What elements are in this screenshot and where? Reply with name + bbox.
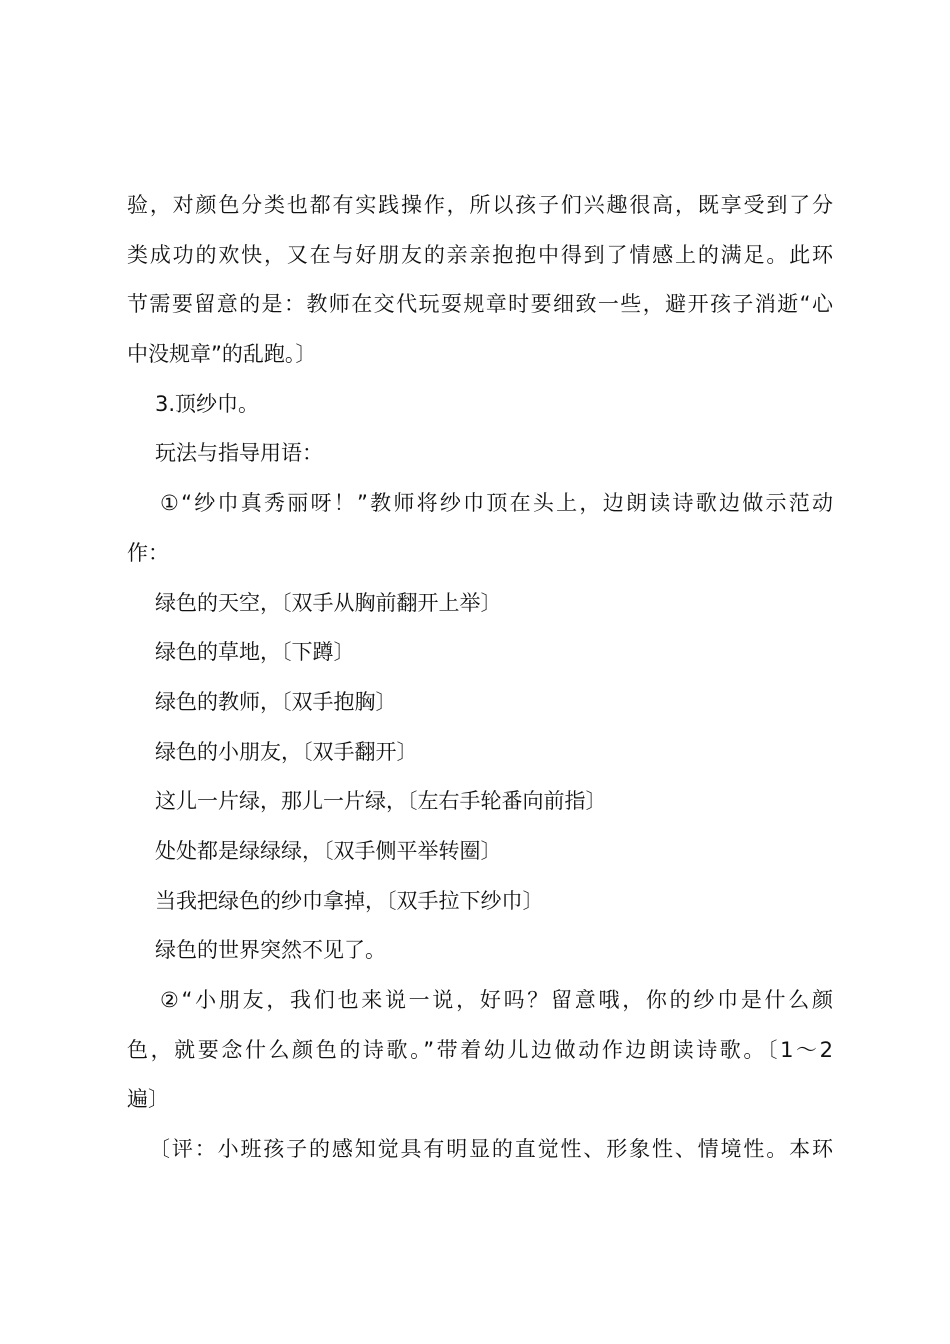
poem-line: 处处都是绿绿绿，〔双手侧平举转圈〕 (155, 838, 502, 863)
poem-line: 绿色的小朋友，〔双手翻开〕 (155, 739, 418, 764)
poem-line: 绿色的草地，〔下蹲〕 (155, 640, 355, 665)
paragraph-line: ①“纱巾真秀丽呀！”教师将纱巾顶在头上，边朗读诗歌边做示范动 (160, 491, 833, 516)
poem-line: 当我把绿色的纱巾拿掉，〔双手拉下纱巾〕 (155, 888, 544, 913)
poem-line: 绿色的天空，〔双手从胸前翻开上举〕 (155, 590, 502, 615)
paragraph-line: 作： (127, 540, 169, 565)
poem-line: 绿色的世界突然不见了。 (155, 938, 386, 963)
paragraph-line: 类成功的欢快，又在与好朋友的亲亲抱抱中得到了情感上的满足。此环 (127, 242, 833, 267)
paragraph-line: 中没规章”的乱跑。〕 (127, 342, 317, 367)
paragraph-line: ②“小朋友，我们也来说一说，好吗？留意哦，你的纱巾是什么颜 (160, 988, 833, 1012)
paragraph-line: 遍〕 (127, 1087, 169, 1112)
paragraph-line: 节需要留意的是：教师在交代玩耍规章时要细致一些，避开孩子消逝“心 (127, 292, 833, 317)
section-heading: 3.顶纱巾。 (155, 391, 260, 416)
paragraph-line: 验，对颜色分类也都有实践操作，所以孩子们兴趣很高，既享受到了分 (127, 193, 833, 217)
poem-line: 这儿一片绿，那儿一片绿，〔左右手轮番向前指〕 (155, 789, 607, 814)
subheading: 玩法与指导用语： (155, 441, 323, 466)
document-body (127, 181, 833, 1175)
poem-line: 绿色的教师，〔双手抱胸〕 (155, 689, 397, 714)
paragraph-line: 色，就要念什么颜色的诗歌。”带着幼儿边做动作边朗读诗歌。〔1～2 (127, 1037, 833, 1062)
evaluation-line: 〔评：小班孩子的感知觉具有明显的直觉性、形象性、情境性。本环 (149, 1137, 833, 1162)
